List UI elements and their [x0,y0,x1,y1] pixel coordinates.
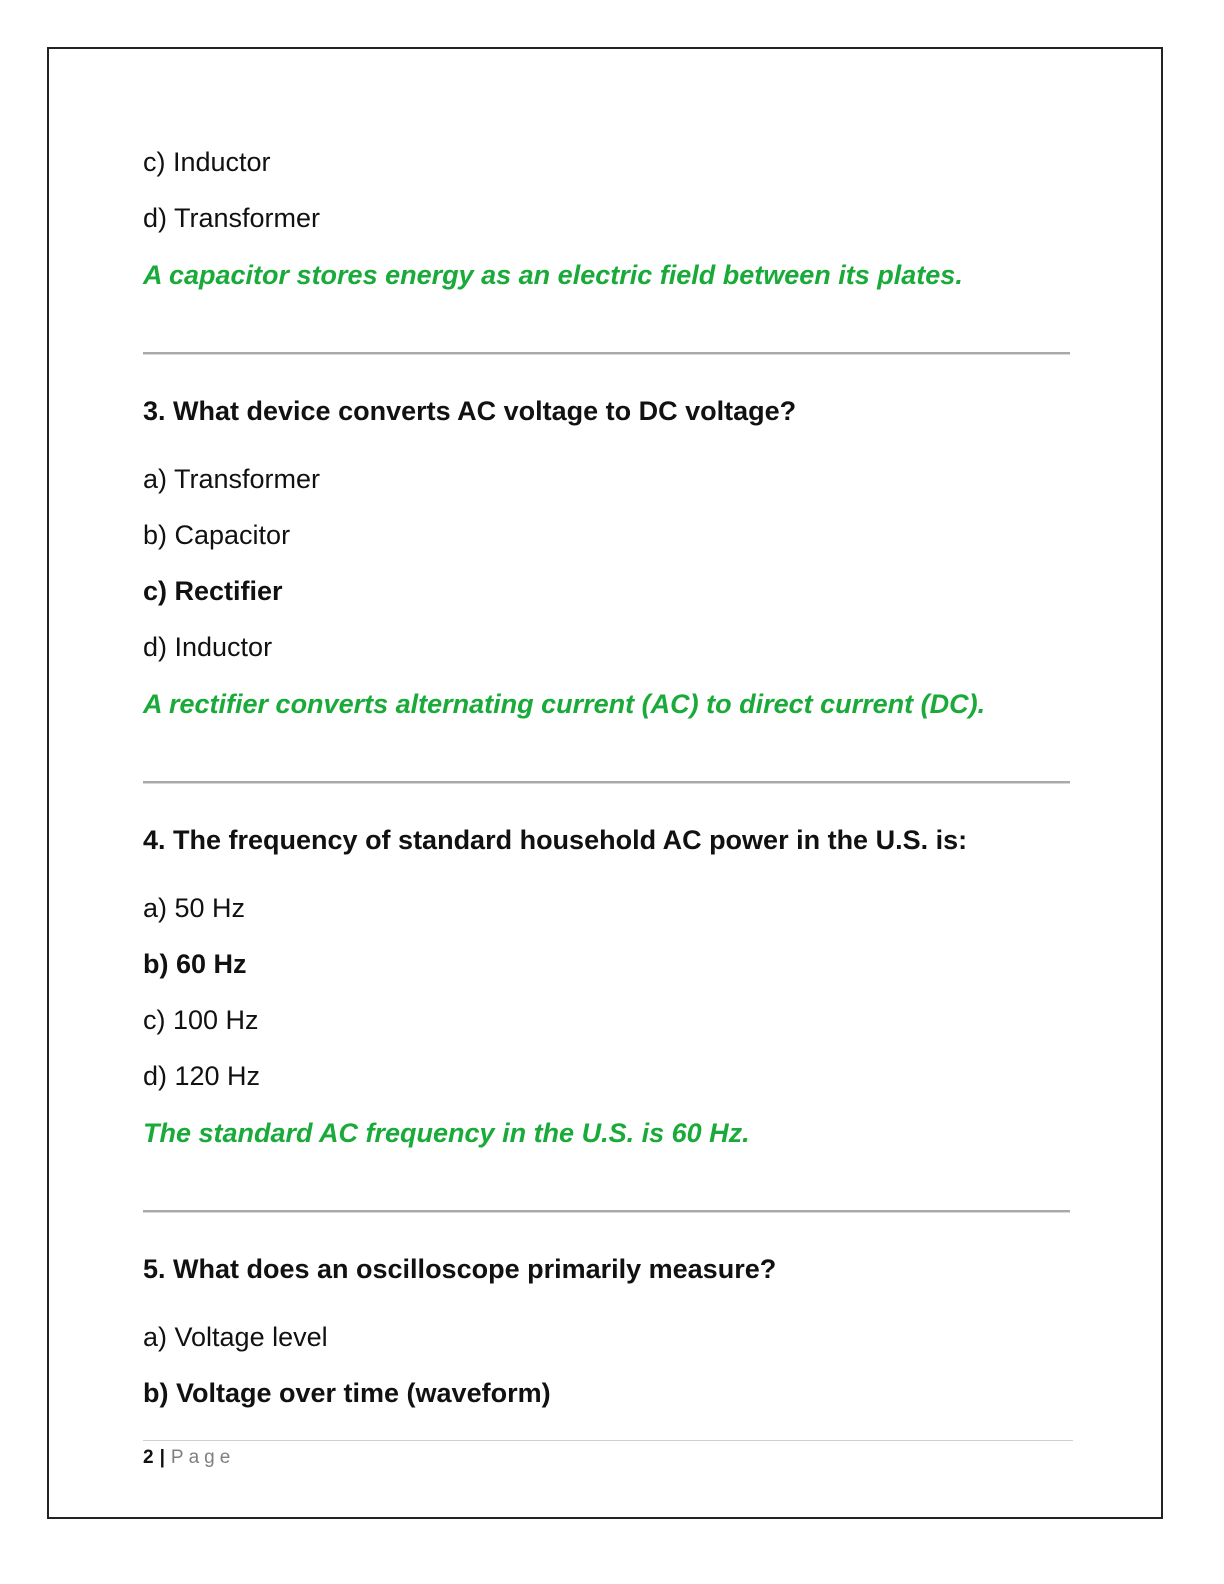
q4-option-d: d) 120 Hz [143,1061,261,1091]
page-label: Page [170,1447,236,1468]
q5-option-b-correct: b) Voltage over time (waveform) [143,1378,551,1408]
q4-explanation: The standard AC frequency in the U.S. is 60 Hz. [143,1118,750,1148]
page-number: 2 [143,1447,154,1468]
q3-option-b: b) Capacitor [143,520,291,550]
q2-option-d: d) Transformer [143,203,321,233]
q4-option-b-correct: b) 60 Hz [143,949,247,979]
q4-option-c: c) 100 Hz [143,1005,259,1035]
q3-option-a: a) Transformer [143,464,321,494]
q4-question: 4. The frequency of standard household AC power in the U.S. is: [143,825,968,855]
q5-option-a: a) Voltage level [143,1322,328,1352]
q3-explanation: A rectifier converts alternating current (AC) to direct current (DC). [143,689,986,719]
q5-question: 5. What does an oscilloscope primarily measure? [143,1254,777,1284]
q3-question: 3. What device converts AC voltage to DC voltage? [143,396,797,426]
q3-option-d: d) Inductor [143,632,273,662]
divider [143,781,1070,783]
q4-option-a: a) 50 Hz [143,893,246,923]
page-footer [143,1446,235,1470]
footer-rule [143,1440,1073,1441]
q2-explanation: A capacitor stores energy as an electric field between its plates. [143,260,963,290]
q2-option-c: c) Inductor [143,147,271,177]
q3-option-c-correct: c) Rectifier [143,576,283,606]
divider [143,352,1070,354]
footer-separator: | [159,1447,165,1468]
divider [143,1210,1070,1212]
